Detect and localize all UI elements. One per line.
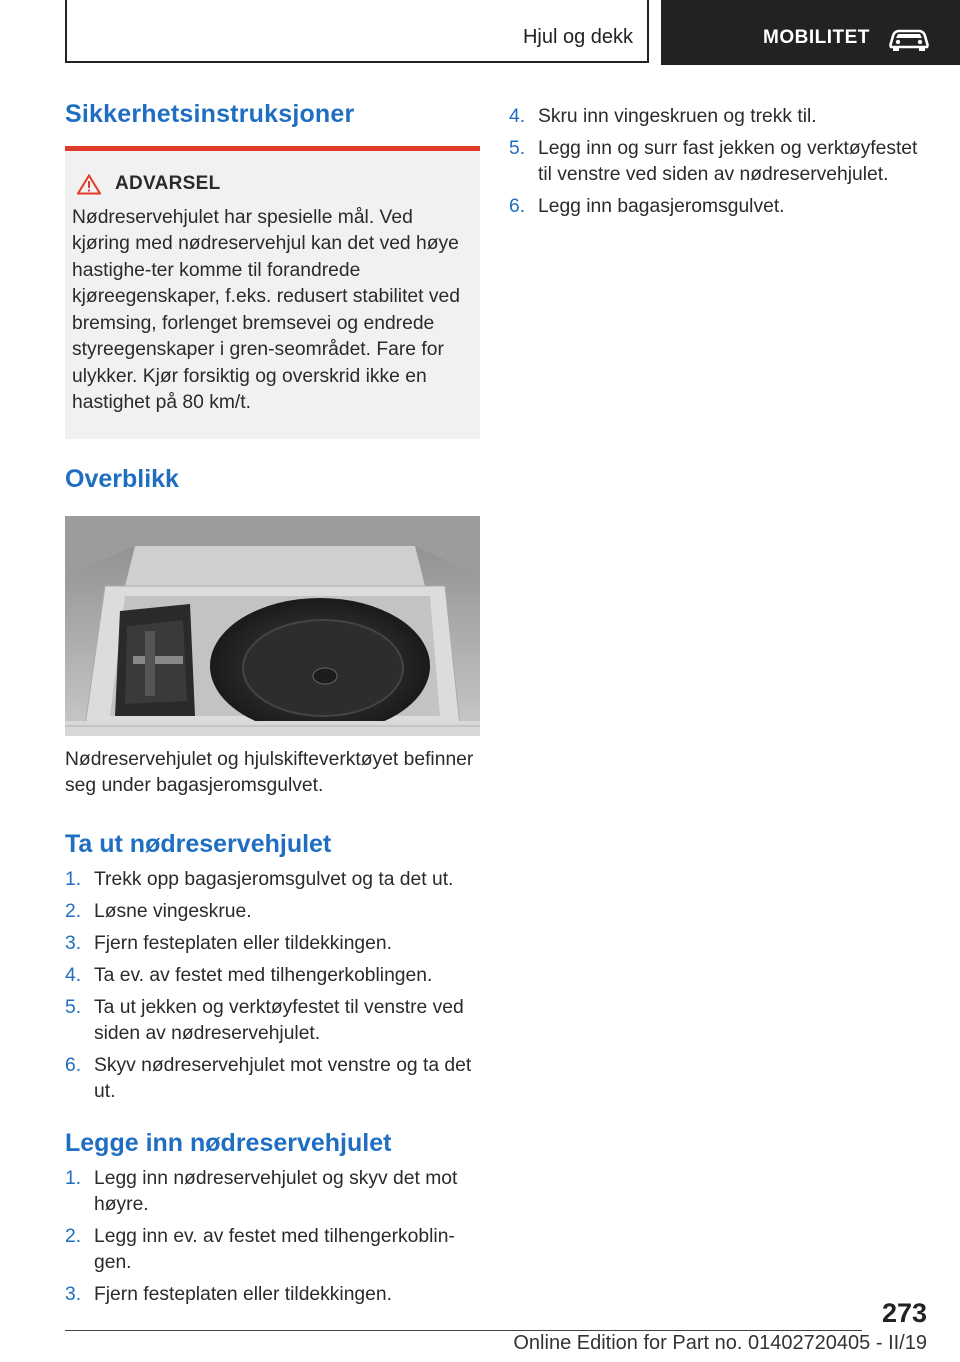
chapter-title: MOBILITET [763, 27, 870, 48]
insert-heading: Legge inn nødreservehjulet [65, 1128, 392, 1157]
overview-heading: Overblikk [65, 464, 179, 493]
remove-steps-list [65, 867, 480, 1105]
list-item: 4. Skru inn vingeskruen og trekk til. [509, 106, 817, 127]
insert-steps-list [65, 1166, 480, 1308]
page-number: 273 [881, 1298, 927, 1328]
footer-divider [65, 1330, 862, 1331]
list-item: 2. Løsne vingeskrue. [65, 900, 252, 922]
list-item: 1. Trekk opp bagasjeromsgulvet og ta det ut. [65, 868, 454, 890]
list-item: 2. Legg inn ev. av festet med tilhengerkoblin‐gen. [65, 1225, 455, 1273]
remove-heading: Ta ut nødreservehjulet [65, 829, 332, 858]
list-item: 3. Fjern festeplaten eller tildekkingen. [65, 932, 392, 954]
page-title: Sikkerhetsinstruksjoner [65, 100, 355, 128]
list-item: 6. Legg inn bagasjeromsgulvet. [509, 196, 785, 217]
left-column [65, 100, 480, 1314]
chapter-tab [661, 0, 960, 65]
list-item: 3. Fjern festeplaten eller tildekkingen. [65, 1283, 392, 1305]
right-column [509, 104, 924, 226]
edition-note: Online Edition for Part no. 01402720405 - II/19 [513, 1332, 927, 1354]
list-item: 5. Ta ut jekken og verktøyfestet til venstre ved siden av nødreservehjulet. [65, 996, 464, 1044]
photo-caption: Nødreservehjulet og hjulskifteverktøyet befinner seg under bagasjeromsgulvet. [65, 748, 474, 796]
warning-text: Nødreservehjulet har spesielle mål. Ved kjøring med nødreservehjul kan det ved høye hastighe‐ter komme til forandrede kjøreegenskaper, f.eks. redusert stabilitet ved bremsing, forlenget bremsevei og endrede styreegenskaper i gren‐seområdet. Fare for ulykker. Kjør forsiktig og overskrid ikke en hastighet på 80 km/t. [72, 206, 460, 413]
section-title: Hjul og dekk [522, 26, 633, 48]
list-item: 1. Legg inn nødreservehjulet og skyv det mot høyre. [65, 1167, 458, 1215]
section-tab [65, 0, 649, 63]
warning-box [65, 151, 480, 439]
list-item: 5. Legg inn og surr fast jekken og verktøyfestet til venstre ved siden av nødreservehjulet. [509, 138, 918, 185]
spare-wheel-photo [65, 516, 480, 736]
warning-header [72, 171, 474, 198]
car-icon [887, 26, 931, 52]
warning-triangle-icon [77, 174, 101, 195]
insert-steps-continued [509, 104, 924, 220]
list-item: 6. Skyv nødreservehjulet mot venstre og ta det ut. [65, 1054, 472, 1102]
warning-label: ADVARSEL [115, 173, 221, 194]
page-header [65, 0, 960, 66]
list-item: 4. Ta ev. av festet med tilhengerkoblingen. [65, 964, 433, 986]
